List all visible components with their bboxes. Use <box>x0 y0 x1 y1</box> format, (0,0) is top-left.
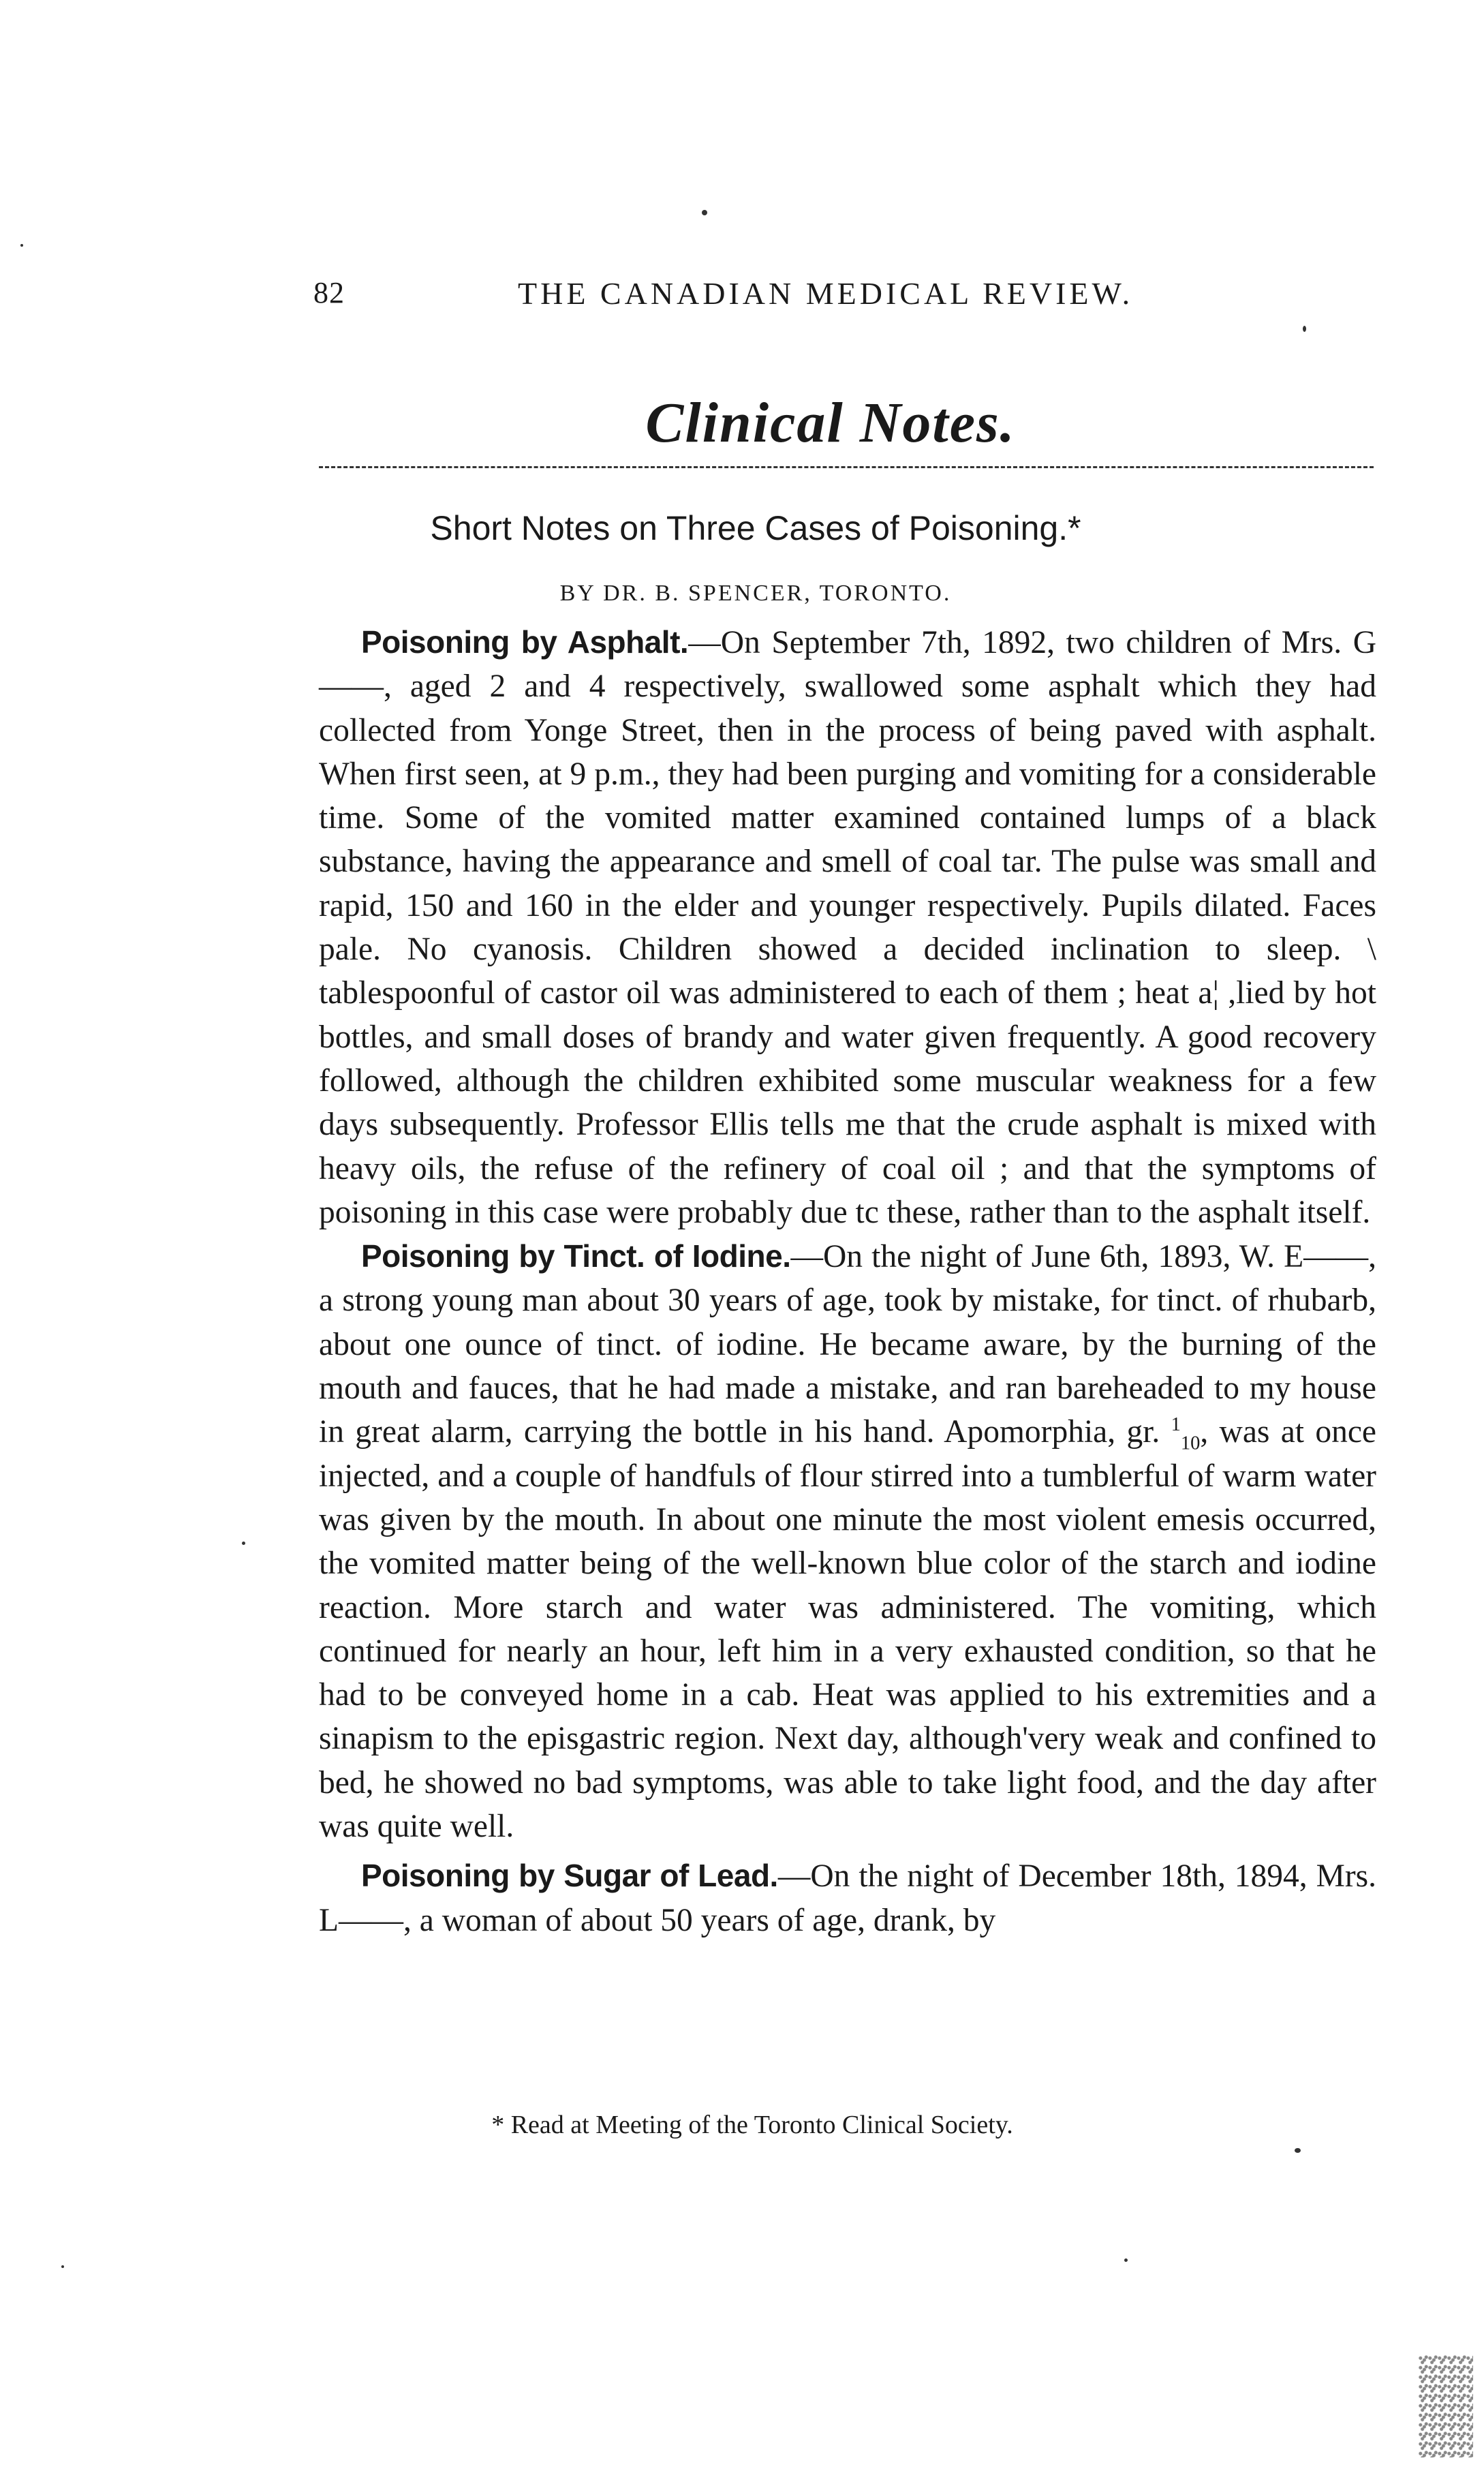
running-header <box>313 275 1376 323</box>
paragraph-heading: Poisoning by Tinct. of Iodine. <box>361 1238 791 1274</box>
paragraph-asphalt <box>319 620 1376 1234</box>
paragraph-text-continued: , was at once injected, and a couple of handfuls of flour stirred into a tumblerful of warm water was given by the mouth. In about one minute the most violent emesis occurred, the vomited matter being of the well-known blue color of the starch and iodine reaction. More starch and water was administered. The vomiting, which continued for nearly an hour, left him in a very exhausted condition, so that he had to be conveyed home in a cab. Heat was applied to his extremities and a sinapism to the episgastric region. Next day, although'very weak and confined to bed, he showed no bad symptoms, was able to take light food, and the day after was quite well. <box>319 1414 1376 1845</box>
paragraph-lead <box>319 1854 1376 1942</box>
article-byline: BY DR. B. SPENCER, TORONTO. <box>559 581 952 606</box>
paragraph-text: —On the night of June 6th, 1893, W. E——, a strong young man about 30 years of age, took by mistake, for tinct. of rhubarb, about one ounce of tinct. of iodine. He became aware, by the burning of the mouth and fauces, that he had made a mistake, and ran bareheaded to my house in great alarm, carrying the bottle in his hand. Apomorphia, gr. <box>319 1239 1376 1450</box>
section-divider <box>319 466 1374 468</box>
journal-title: THE CANADIAN MEDICAL REVIEW. <box>518 276 1134 311</box>
paragraph-iodine <box>319 1234 1376 1848</box>
print-speck <box>1124 2258 1128 2262</box>
print-speck <box>20 244 23 247</box>
print-speck <box>1303 326 1306 332</box>
print-speck <box>702 210 707 215</box>
page-corner-mark <box>1419 2355 1473 2457</box>
paragraph-heading: Poisoning by Asphalt. <box>361 624 689 660</box>
article-title: Short Notes on Three Cases of Poisoning.* <box>430 509 1081 547</box>
article-body <box>319 620 1376 1942</box>
dose-numerator: 1 <box>1171 1414 1181 1436</box>
paragraph-heading: Poisoning by Sugar of Lead. <box>361 1858 778 1894</box>
paragraph-text: —On September 7th, 1892, two children of Mrs. G——, aged 2 and 4 respectively, swallowed some asphalt which they had collected from Yonge Street, then in the process of being paved with asphalt. When first seen, at 9 p.m., they had been purging and vomiting for a considerable time. Some of the vomited matter examined contained lumps of a black substance, having the appearance and smell of coal tar. The pulse was small and rapid, 150 and 160 in the elder and younger respectively. Pupils dilated. Faces pale. No cyanosis. Children showed a decided inclination to sleep. \ tablespoonful of castor oil was administered to each of them ; heat a¦ ,lied by hot bottles, and small doses of brandy and water given frequently. A good recovery followed, although the children exhibited some muscular weakness for a few days subsequently. Professor Ellis tells me that the crude asphalt is mixed with heavy oils, the refuse of the refinery of coal oil ; and that the symptoms of poisoning in this case were probably due tc these, rather than to the asphalt itself. <box>319 625 1376 1230</box>
section-title: Clinical Notes. <box>645 391 1016 455</box>
dose-denominator: 10 <box>1180 1432 1201 1454</box>
print-speck <box>242 1542 245 1545</box>
print-speck <box>1295 2148 1301 2153</box>
print-speck <box>61 2265 64 2268</box>
paragraph-text: —On the night of December 18th, 1894, Mrs. L——, a woman of about 50 years of age, drank, by <box>319 1858 1376 1938</box>
page-number: 82 <box>313 276 345 309</box>
footnote: * Read at Meeting of the Toronto Clinical Society. <box>491 2111 1013 2139</box>
